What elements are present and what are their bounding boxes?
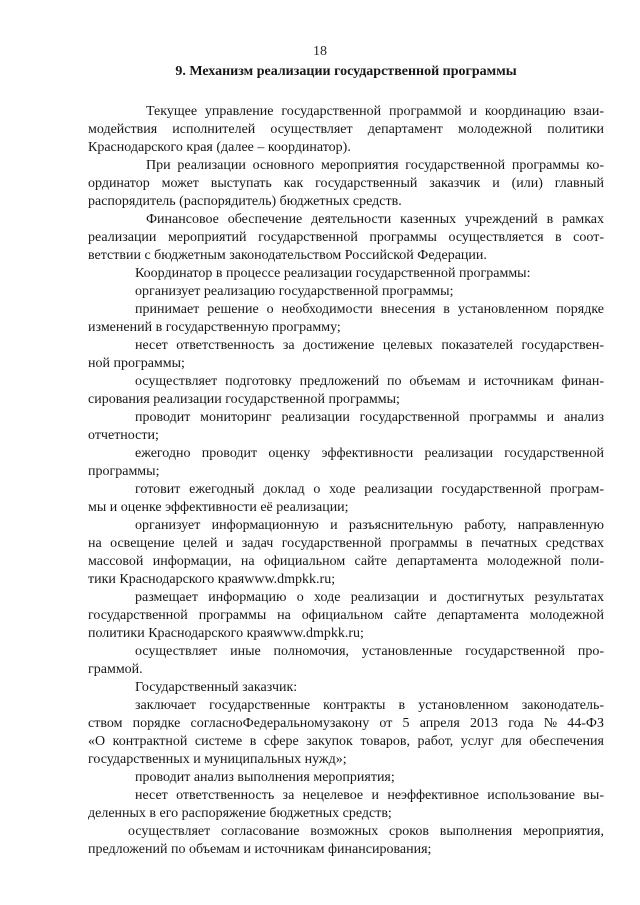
text-line: мы и оценке эффективности её реализации; [88, 500, 349, 515]
text-line: отчетности; [88, 428, 159, 443]
text-line: государственной программы на официальном сайте департамента молодежной [88, 608, 604, 623]
text-line: массовой информации, на официальном сайте департамента молодежной поли- [88, 554, 604, 569]
text-line: осуществляет иные полномочия, установленные государственной про- [135, 644, 604, 659]
text-line: «О контрактной системе в сфере закупок товаров, работ, услуг для обеспечения [88, 734, 604, 749]
text-line: Текущее управление государственной программой и координацию взаи- [146, 104, 604, 119]
text-line: заключает государственные контракты в установленном законодатель- [135, 698, 604, 713]
text-line: на освещение целей и задач государственной программы в печатных средствах [88, 536, 604, 551]
text-line: ной программы; [88, 356, 185, 371]
text-line: тики Краснодарского краяwww.dmpkk.ru; [88, 572, 336, 587]
text-line: государственных и муниципальных нужд»; [88, 752, 347, 767]
text-line: проводит мониторинг реализации государственной программы и анализ [135, 410, 604, 425]
text-line: организует информационную и разъяснительную работу, направленную [135, 518, 604, 533]
text-line: ординатор может выступать как государственный заказчик и (или) главный [88, 176, 604, 191]
text-line: несет ответственность за нецелевое и неэффективное использование вы- [135, 788, 604, 803]
text-line: Краснодарского края (далее – координатор). [88, 140, 351, 155]
text-line: несет ответственность за достижение целевых показателей государствен- [135, 338, 604, 353]
text-line: ством порядке согласноФедеральномузакону от 5 апреля 2013 года № 44-ФЗ [88, 716, 604, 731]
text-line: реализации мероприятий государственной программы осуществляется в соот- [88, 230, 604, 245]
text-line: осуществляет согласование возможных сроков выполнения мероприятия, [128, 824, 604, 839]
text-line: сирования реализации государственной программы; [88, 392, 400, 407]
text-line: изменений в государственную программу; [88, 320, 341, 335]
text-line: программы; [88, 464, 160, 479]
text-line: размещает информацию о ходе реализации и достигнутых результатах [135, 590, 604, 605]
text-line: политики Краснодарского краяwww.dmpkk.ru; [88, 626, 364, 641]
section-title: 9. Механизм реализации государственной программы [175, 64, 517, 79]
text-line: граммой. [88, 662, 143, 677]
text-line: осуществляет подготовку предложений по объемам и источникам финан- [135, 374, 604, 389]
text-line: деленных в его распоряжение бюджетных средств; [88, 806, 392, 821]
text-line: Координатор в процессе реализации государственной программы: [135, 266, 531, 281]
text-line: организует реализацию государственной программы; [135, 284, 454, 299]
text-line: Финансовое обеспечение деятельности казенных учреждений в рамках [146, 212, 604, 227]
text-line: готовит ежегодный доклад о ходе реализации государственной програм- [135, 482, 604, 497]
text-line: ежегодно проводит оценку эффективности реализации государственной [135, 446, 604, 461]
text-line: предложений по объемам и источникам финансирования; [88, 842, 432, 857]
text-line: При реализации основного мероприятия государственной программы ко- [146, 158, 604, 173]
text-line: Государственный заказчик: [135, 680, 298, 695]
text-line: проводит анализ выполнения мероприятия; [135, 770, 395, 785]
text-line: распорядитель (распорядитель) бюджетных средств. [88, 194, 402, 209]
text-line: ветствии с бюджетным законодательством Российской Федерации. [88, 248, 487, 263]
page-number: 18 [313, 44, 327, 59]
text-line: модействия исполнителей осуществляет департамент молодежной политики [88, 122, 604, 137]
text-line: принимает решение о необходимости внесения в установленном порядке [135, 302, 604, 317]
